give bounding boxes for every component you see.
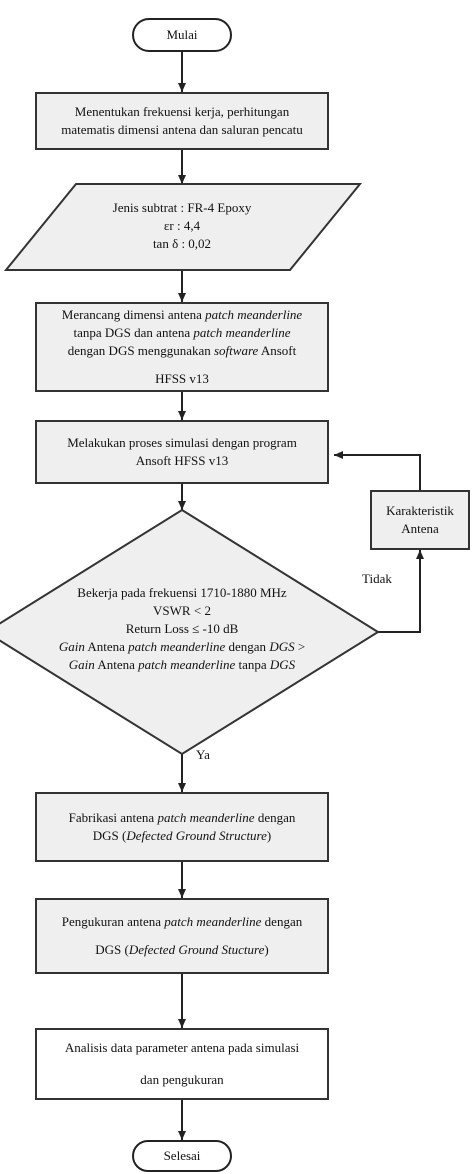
step2-line-1: Merancang dimensi antena patch meanderline <box>61 307 303 322</box>
arrow-decision-no <box>378 550 420 632</box>
end-terminal <box>132 1140 232 1172</box>
step2-line-3: dengan DGS menggunakan software Ansoft <box>67 343 297 358</box>
step4-line-2: DGS (Defected Ground Structure) <box>92 828 272 843</box>
step5-line-2: DGS (Defected Ground Stucture) <box>95 942 269 957</box>
side-line-1: Karakteristik <box>386 503 454 518</box>
side-antenna-characteristics <box>370 490 470 550</box>
step-fabrication <box>35 792 329 862</box>
input-substrate-text <box>60 199 304 253</box>
step-determine-frequency <box>35 92 329 150</box>
decision-line-2: VSWR < 2 <box>153 603 211 618</box>
step6-line-1: Analisis data parameter antena pada simulasi <box>64 1040 300 1055</box>
step3-line-1: Melakukan proses simulasi dengan program <box>67 435 297 450</box>
decision-line-1: Bekerja pada frekuensi 1710-1880 MHz <box>77 585 287 600</box>
input-line-1: Jenis subtrat : FR-4 Epoxy <box>112 200 252 215</box>
step6-line-2: dan pengukuran <box>140 1072 224 1087</box>
step-design-antenna <box>35 302 329 392</box>
step2-line-2: tanpa DGS dan antena patch meanderline <box>73 325 291 340</box>
step1-line-2: matematis dimensi antena dan saluran pencatu <box>61 122 303 137</box>
step-simulation <box>35 420 329 484</box>
end-label: Selesai <box>163 1148 201 1163</box>
step3-line-2: Ansoft HFSS v13 <box>135 453 229 468</box>
step1-line-1: Menentukan frekuensi kerja, perhitungan <box>74 104 290 119</box>
step4-line-1: Fabrikasi antena patch meanderline dengan <box>68 810 296 825</box>
start-label: Mulai <box>166 27 198 42</box>
arrow-side-to-step3 <box>334 455 420 490</box>
input-line-3: tan δ : 0,02 <box>152 236 212 251</box>
step2-line-4: HFSS v13 <box>155 371 209 386</box>
decision-line-3: Return Loss ≤ -10 dB <box>125 621 239 636</box>
decision-line-4: Gain Antena patch meanderline dengan DGS > <box>58 639 306 654</box>
decision-line-5: Gain Antena patch meanderline tanpa DGS <box>68 657 296 672</box>
decision-criteria <box>0 584 364 674</box>
side-line-2: Antena <box>401 521 439 536</box>
label-yes: Ya <box>196 747 210 762</box>
step-analysis <box>35 1028 329 1100</box>
input-line-2: εr : 4,4 <box>163 218 201 233</box>
start-terminal <box>132 18 232 52</box>
label-no: Tidak <box>362 571 392 586</box>
step-measurement <box>35 898 329 974</box>
step5-line-1: Pengukuran antena patch meanderline dengan <box>61 914 303 929</box>
